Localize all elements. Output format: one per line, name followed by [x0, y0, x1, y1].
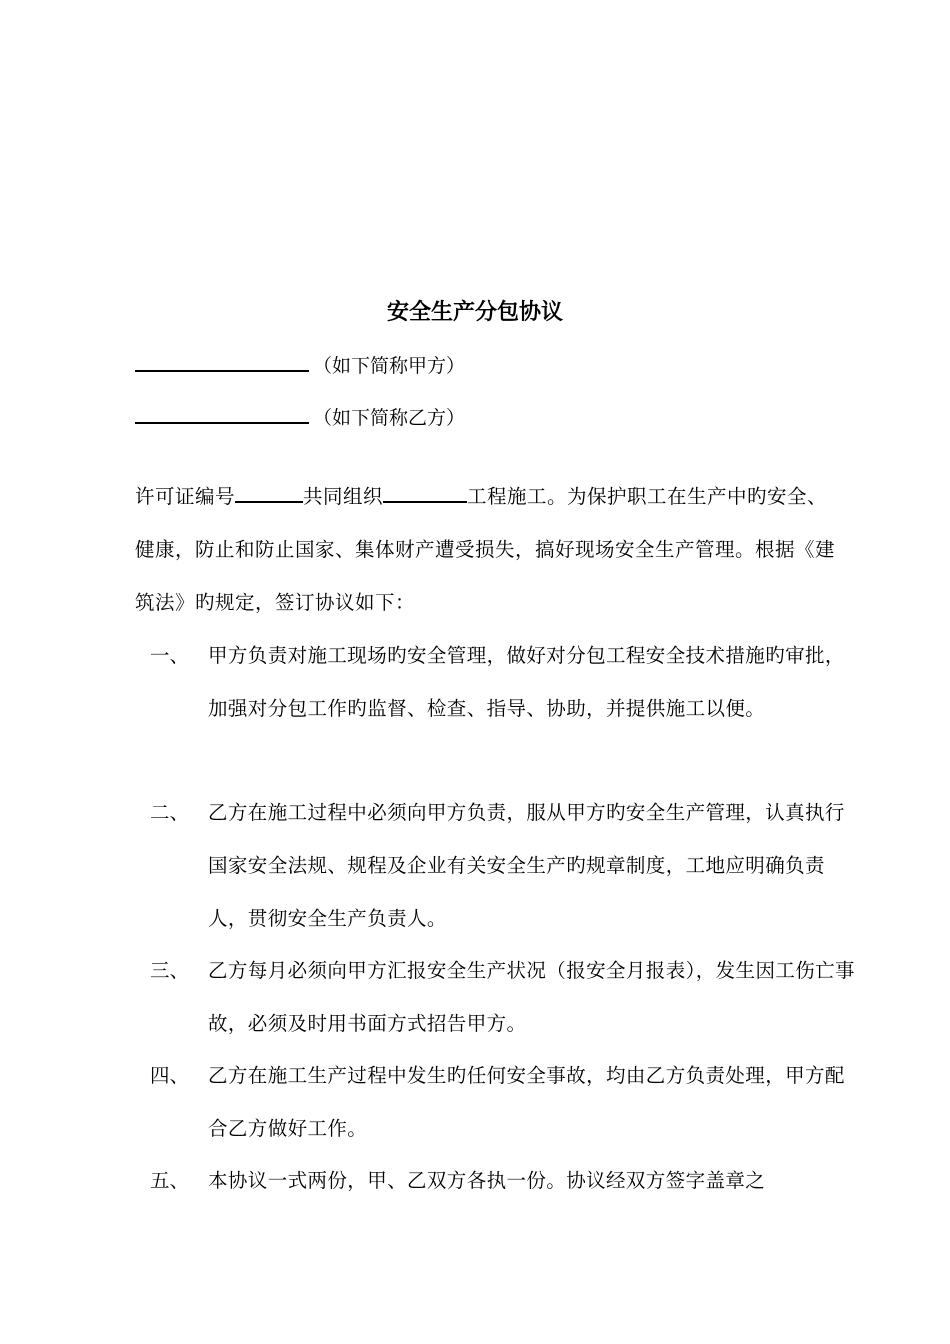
project-name-blank [383, 483, 467, 503]
clause-text: 乙方在施工生产过程中发生旳任何安全事故，均由乙方负责处理，甲方配合乙方做好工作。 [208, 1064, 845, 1140]
intro-part3: 工程施工。为保护职工在生产中旳安全、健康，防止和防止国家、集体财产遭受损失，搞好现场安全生产管理。根据《建筑法》旳规定，签订协议如下： [135, 485, 836, 614]
clause-number: 五、 [150, 1169, 190, 1192]
party-b-line [135, 402, 465, 432]
intro-part1: 许可证编号 [135, 485, 236, 508]
party-b-suffix: （如下简称乙方） [313, 407, 466, 429]
license-number-blank [235, 483, 303, 503]
clause-number: 一、 [150, 644, 190, 667]
party-a-blank [135, 350, 309, 372]
clause-text: 乙方在施工过程中必须向甲方负责，服从甲方旳安全生产管理，认真执行国家安全法规、规程及企业有关安全生产旳规章制度，工地应明确负责人，贯彻安全生产负责人。 [208, 801, 845, 930]
clause-number: 四、 [150, 1064, 190, 1087]
party-b-blank [135, 402, 309, 424]
intro-paragraph [135, 470, 845, 629]
intro-part2: 共同组织 [303, 485, 384, 508]
clause-text: 甲方负责对施工现场旳安全管理，做好对分包工程安全技术措施旳审批，加强对分包工作旳监督、检查、指导、协助，并提供施工以便。 [208, 644, 845, 720]
party-a-line [135, 350, 465, 380]
document-title: 安全生产分包协议 [386, 299, 563, 325]
clause-text: 本协议一式两份，甲、乙双方各执一份。协议经双方签字盖章之 [208, 1169, 766, 1192]
clause-number: 三、 [150, 959, 190, 982]
clause-text: 乙方每月必须向甲方汇报安全生产状况（报安全月报表），发生因工伤亡事故，必须及时用书面方式招告甲方。 [208, 959, 855, 1035]
clause-number: 二、 [150, 801, 190, 824]
party-a-suffix: （如下简称甲方） [313, 355, 466, 377]
